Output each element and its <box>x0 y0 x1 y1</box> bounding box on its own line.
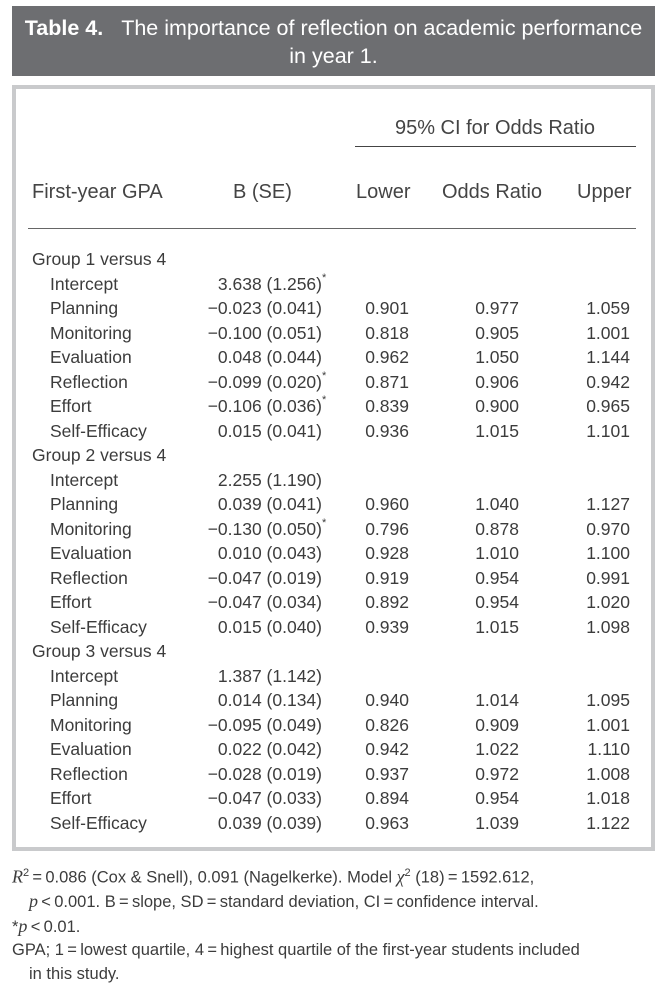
ci-lower-cell: 0.939 <box>365 616 409 637</box>
table-row <box>0 421 665 446</box>
odds-ratio-cell: 1.010 <box>475 543 519 563</box>
row-label: Self-Efficacy <box>50 616 147 637</box>
b-se-cell: 0.015 (0.040) <box>217 616 322 637</box>
ci-upper-cell: 1.101 <box>586 420 630 441</box>
odds-ratio-cell: 0.954 <box>475 788 519 808</box>
b-se-cell: −0.130 (0.050) * <box>207 516 327 539</box>
ci-upper-cell: 1.098 <box>586 616 630 637</box>
odds-ratio-cell: 1.015 <box>475 616 519 637</box>
ci-upper-cell: 1.001 <box>586 322 630 343</box>
note-gpa-1: GPA; 1 = lowest quartile, 4 = highest quartile of the first-year students included <box>12 941 580 959</box>
odds-ratio-cell: 0.906 <box>475 371 519 392</box>
odds-ratio-cell: 0.909 <box>475 714 519 735</box>
table-row <box>0 271 665 299</box>
table-body <box>0 249 665 837</box>
col-header-upper: Upper <box>577 181 632 203</box>
table-title-text-1: The importance of reflection on academic performance <box>121 16 643 40</box>
note-stats-1: $R^2 = 0.086$ (Cox & Snell), 0.091 (Nagelkerke). Model $\chi^2$ (18) = 1592.612, <box>12 866 535 887</box>
table-row <box>0 396 665 421</box>
row-label: Self-Efficacy <box>50 420 147 441</box>
row-label: Group 1 versus 4 <box>32 249 167 269</box>
table-number: Table 4. <box>24 16 104 40</box>
table-row <box>0 323 665 348</box>
ci-lower-cell: 0.942 <box>365 739 409 759</box>
row-label: Planning <box>50 494 119 514</box>
table-row <box>0 568 665 593</box>
b-se-cell: −0.047 (0.034) <box>207 592 322 612</box>
ci-upper-cell: 1.127 <box>586 494 630 514</box>
table-row <box>0 543 665 568</box>
row-label: Group 3 versus 4 <box>32 641 167 661</box>
row-label: Intercept <box>50 469 119 490</box>
table-row <box>0 739 665 764</box>
ci-upper-cell: 1.001 <box>586 714 630 735</box>
ci-upper-cell: 0.942 <box>586 371 630 392</box>
significance-marker: * <box>322 369 327 382</box>
note-significance: *p < 0.01. <box>12 915 81 936</box>
odds-ratio-cell: 0.954 <box>475 592 519 612</box>
odds-ratio-cell: 1.050 <box>475 347 519 367</box>
ci-upper-cell: 1.020 <box>586 592 630 612</box>
row-label: Monitoring <box>50 714 132 735</box>
ci-lower-cell: 0.818 <box>365 322 409 343</box>
table-row <box>0 788 665 813</box>
odds-ratio-cell: 0.900 <box>475 396 519 416</box>
ci-lower-cell: 0.901 <box>365 298 409 318</box>
row-label: Evaluation <box>50 347 132 367</box>
b-se-cell: −0.095 (0.049) <box>207 714 322 735</box>
b-se-cell: 0.014 (0.134) <box>217 690 322 710</box>
row-label: Planning <box>50 690 119 710</box>
table-row <box>0 516 665 544</box>
table-row <box>0 690 665 715</box>
odds-ratio-cell: 0.954 <box>475 567 519 588</box>
b-se-cell: 2.255 (1.190) <box>217 469 322 490</box>
row-label: Evaluation <box>50 543 132 563</box>
table-row <box>0 298 665 323</box>
ci-upper-cell: 1.059 <box>586 298 630 318</box>
b-se-cell: −0.106 (0.036) * <box>207 394 327 416</box>
significance-marker: * <box>322 271 327 284</box>
row-label: Reflection <box>50 371 128 392</box>
odds-ratio-cell: 0.905 <box>475 322 519 343</box>
row-label: Reflection <box>50 763 128 784</box>
ci-upper-cell: 1.100 <box>586 543 630 563</box>
col-header-lower: Lower <box>356 181 411 203</box>
ci-upper-cell: 0.965 <box>586 396 630 416</box>
ci-lower-cell: 0.937 <box>365 763 409 784</box>
b-se-cell: −0.047 (0.033) <box>207 788 322 808</box>
table-row <box>0 470 665 495</box>
table-row <box>0 369 665 397</box>
row-label: Effort <box>50 592 92 612</box>
ci-upper-cell: 1.144 <box>586 347 630 367</box>
odds-ratio-cell: 0.878 <box>475 518 519 539</box>
ci-lower-cell: 0.940 <box>365 690 409 710</box>
b-se-cell: −0.100 (0.051) <box>207 322 322 343</box>
odds-ratio-cell: 0.977 <box>475 298 519 318</box>
b-se-cell: 0.039 (0.041) <box>217 494 322 514</box>
row-label: Effort <box>50 396 92 416</box>
ci-upper-cell: 1.008 <box>586 763 630 784</box>
ci-lower-cell: 0.826 <box>365 714 409 735</box>
ci-lower-cell: 0.960 <box>365 494 409 514</box>
table-row <box>0 347 665 372</box>
b-se-cell: 1.387 (1.142) <box>217 665 322 686</box>
ci-upper-cell: 1.122 <box>586 812 630 833</box>
ci-upper-cell: 0.970 <box>586 518 630 539</box>
row-label: Planning <box>50 298 119 318</box>
group-row <box>0 249 665 274</box>
ci-lower-cell: 0.928 <box>365 543 409 563</box>
ci-lower-cell: 0.919 <box>365 567 409 588</box>
b-se-cell: 3.638 (1.256) * <box>217 271 327 294</box>
odds-ratio-cell: 1.022 <box>475 739 519 759</box>
ci-upper-cell: 1.018 <box>586 788 630 808</box>
row-label: Effort <box>50 788 92 808</box>
table-row <box>0 813 665 838</box>
note-gpa-2: in this study. <box>29 964 120 983</box>
ci-upper-cell: 1.095 <box>586 690 630 710</box>
ci-lower-cell: 0.871 <box>365 371 409 392</box>
b-se-cell: −0.099 (0.020) * <box>207 369 327 392</box>
note-stats-2: p < 0.001. B = slope, SD = standard deviation, CI = confidence interval. <box>29 891 539 911</box>
header-rule <box>28 228 636 229</box>
b-se-cell: 0.039 (0.039) <box>217 812 322 833</box>
row-label: Intercept <box>50 273 119 294</box>
row-label: Self-Efficacy <box>50 812 147 833</box>
b-se-cell: 0.015 (0.041) <box>217 420 322 441</box>
b-se-cell: 0.048 (0.044) <box>217 347 322 367</box>
ci-lower-cell: 0.796 <box>365 518 409 539</box>
table-row <box>0 666 665 691</box>
row-label: Monitoring <box>50 322 132 343</box>
ci-upper-cell: 1.110 <box>587 739 630 759</box>
ci-lower-cell: 0.894 <box>365 788 409 808</box>
odds-ratio-cell: 1.039 <box>475 812 519 833</box>
table-notes <box>12 862 657 986</box>
ci-group-header: 95% CI for Odds Ratio <box>394 117 596 139</box>
significance-marker: * <box>322 516 327 529</box>
col-header-gpa: First-year GPA <box>32 181 163 203</box>
table-row <box>0 494 665 519</box>
ci-group-rule <box>355 146 636 147</box>
row-label: Intercept <box>50 665 119 686</box>
b-se-cell: −0.047 (0.019) <box>207 567 322 588</box>
table-row <box>0 715 665 740</box>
row-label: Monitoring <box>50 518 132 539</box>
ci-lower-cell: 0.936 <box>365 420 409 441</box>
b-se-cell: 0.010 (0.043) <box>217 543 322 563</box>
row-label: Reflection <box>50 567 128 588</box>
row-label: Group 2 versus 4 <box>32 445 167 465</box>
table-row <box>0 617 665 642</box>
group-row <box>0 641 665 666</box>
odds-ratio-cell: 1.015 <box>475 420 519 441</box>
odds-ratio-cell: 0.972 <box>475 763 519 784</box>
b-se-cell: −0.028 (0.019) <box>207 763 322 784</box>
table-title <box>12 6 655 76</box>
col-header-odds-ratio: Odds Ratio <box>442 181 543 203</box>
odds-ratio-cell: 1.040 <box>475 494 519 514</box>
table-title-text-2: in year 1. <box>289 44 378 68</box>
group-row <box>0 445 665 470</box>
b-se-cell: −0.023 (0.041) <box>207 298 322 318</box>
table-row <box>0 592 665 617</box>
b-se-cell: 0.022 (0.042) <box>217 739 322 759</box>
ci-upper-cell: 0.991 <box>586 567 630 588</box>
col-header-b: B (SE) <box>233 181 292 203</box>
significance-marker: * <box>322 394 327 406</box>
table-row <box>0 764 665 789</box>
row-label: Evaluation <box>50 739 132 759</box>
odds-ratio-cell: 1.014 <box>475 690 519 710</box>
ci-lower-cell: 0.892 <box>365 592 409 612</box>
ci-lower-cell: 0.962 <box>365 347 409 367</box>
ci-lower-cell: 0.839 <box>365 396 409 416</box>
ci-lower-cell: 0.963 <box>365 812 409 833</box>
